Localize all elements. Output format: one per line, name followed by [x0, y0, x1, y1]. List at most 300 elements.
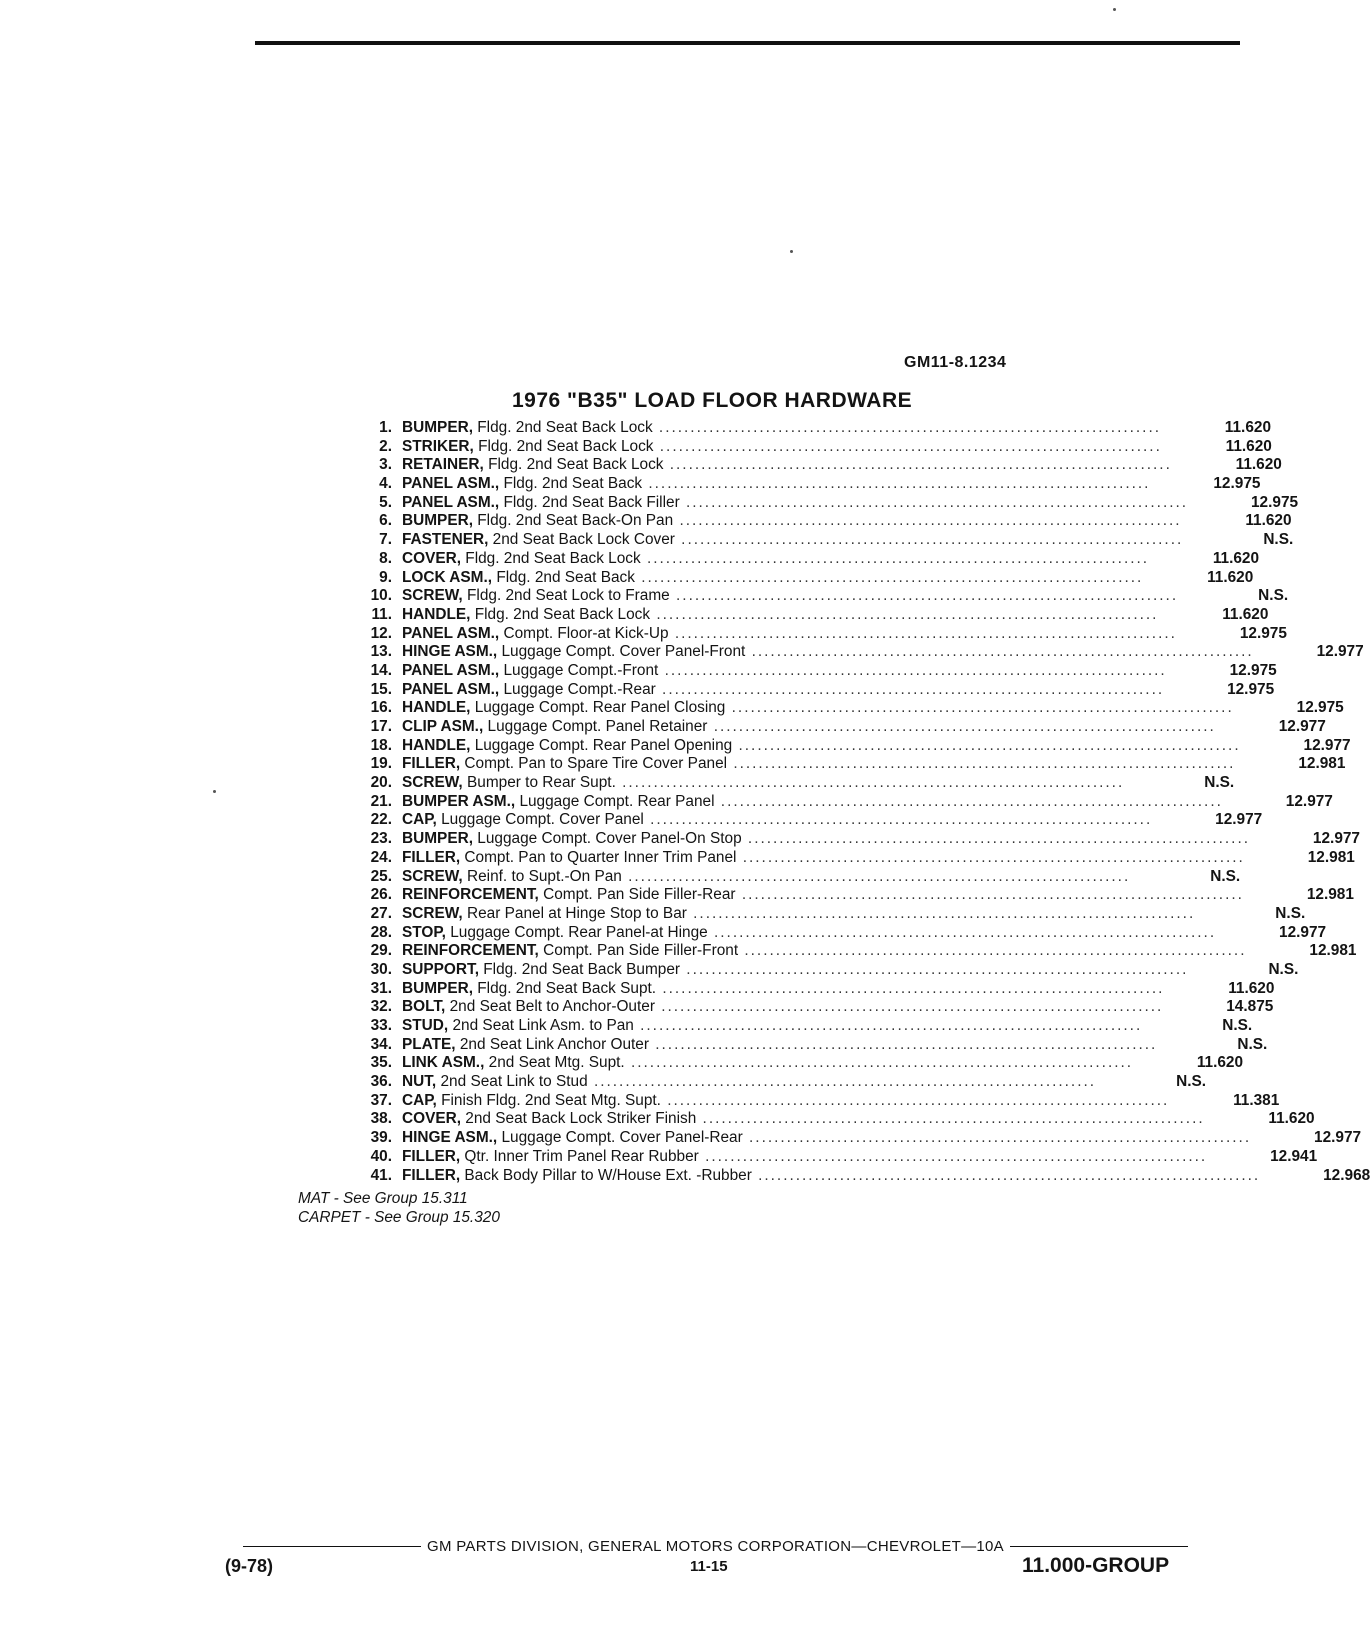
- list-item: [350, 549, 1260, 569]
- item-group-number: 14.875: [1226, 998, 1274, 1016]
- item-part-name: PANEL ASM.,: [402, 624, 500, 642]
- item-group-number: 12.968: [1323, 1166, 1370, 1184]
- list-item: [350, 886, 1354, 905]
- item-group-number: 12.975: [1296, 699, 1344, 717]
- item-number: 35.: [370, 1054, 392, 1072]
- item-group-number: 12.975: [1227, 680, 1275, 698]
- item-part-detail: Fldg. 2nd Seat Back Lock: [474, 605, 651, 623]
- leader-dots: ................................................................................: [742, 1129, 1252, 1147]
- list-item: [350, 1017, 1253, 1036]
- item-description: [392, 811, 1152, 830]
- item-description: [392, 681, 1164, 700]
- item-group-number: 12.981: [1306, 886, 1354, 904]
- item-group-number: 11.620: [1224, 419, 1272, 436]
- item-part-detail: Bumper to Rear Supt.: [467, 774, 616, 792]
- item-part-name: PANEL ASM.,: [402, 680, 500, 698]
- item-number: 21.: [370, 792, 392, 810]
- item-part-name: PANEL ASM.,: [402, 661, 500, 679]
- item-part-name: PLATE,: [402, 1035, 456, 1053]
- item-part-detail: Luggage Compt. Rear Panel Opening: [474, 736, 733, 754]
- item-group-number: 12.977: [1303, 736, 1351, 754]
- item-group-number: N.S.: [1263, 531, 1294, 549]
- list-item: [350, 587, 1289, 606]
- leader-dots: ................................................................................: [642, 475, 1151, 493]
- item-number: 23.: [370, 830, 392, 848]
- item-description: [392, 1129, 1251, 1148]
- item-part-detail: 2nd Seat Back Lock Striker Finish: [465, 1110, 697, 1128]
- item-part-name: STRIKER,: [402, 437, 474, 455]
- item-part-name: CAP,: [402, 811, 437, 829]
- item-description: [392, 699, 1234, 718]
- leader-dots: ................................................................................: [745, 643, 1254, 661]
- item-part-name: BUMPER ASM.,: [402, 792, 516, 810]
- leader-dots: ................................................................................: [633, 1017, 1143, 1034]
- list-item: [350, 512, 1292, 531]
- leader-dots: ................................................................................: [673, 512, 1182, 530]
- item-number: 26.: [370, 886, 392, 904]
- item-number: 32.: [370, 998, 392, 1016]
- item-part-name: SCREW,: [402, 904, 463, 922]
- leader-dots: ................................................................................: [615, 774, 1125, 792]
- item-part-name: SCREW,: [402, 774, 463, 792]
- item-part-name: HANDLE,: [402, 605, 471, 623]
- leader-dots: ................................................................................: [732, 736, 1241, 754]
- item-part-name: SCREW,: [402, 587, 463, 605]
- list-item: [350, 718, 1326, 737]
- item-part-name: FASTENER,: [402, 531, 489, 549]
- item-number: 24.: [370, 848, 392, 866]
- item-part-name: HANDLE,: [402, 699, 471, 717]
- item-description: [392, 531, 1183, 550]
- item-part-detail: Fldg. 2nd Seat Back: [503, 475, 643, 493]
- item-group-number: 11.620: [1268, 1110, 1315, 1128]
- item-group-number: 12.977: [1316, 643, 1364, 661]
- leader-dots: ................................................................................: [653, 437, 1162, 455]
- item-part-detail: Compt. Pan to Quarter Inner Trim Panel: [464, 848, 737, 866]
- item-description: [392, 1148, 1207, 1167]
- leader-dots: ................................................................................: [621, 867, 1131, 885]
- item-part-detail: Finish Fldg. 2nd Seat Mtg. Supt.: [441, 1091, 661, 1109]
- item-description: [392, 419, 1161, 438]
- list-item: [350, 1091, 1280, 1111]
- item-description: [392, 1073, 1096, 1092]
- item-number: 41.: [370, 1166, 392, 1184]
- leader-dots: ................................................................................: [643, 811, 1153, 829]
- item-part-name: REINFORCEMENT,: [402, 886, 539, 904]
- item-group-number: 11.620: [1235, 456, 1282, 474]
- notes: [298, 1189, 500, 1227]
- item-part-detail: 2nd Seat Mtg. Supt.: [488, 1054, 625, 1072]
- item-description: [392, 980, 1164, 999]
- item-number: 19.: [370, 755, 392, 773]
- leader-dots: ................................................................................: [663, 456, 1172, 474]
- leader-dots: ................................................................................: [725, 699, 1234, 717]
- item-group-number: 12.977: [1215, 811, 1263, 829]
- page-title: 1976 "B35" LOAD FLOOR HARDWARE: [512, 389, 913, 412]
- item-description: [392, 868, 1130, 887]
- item-number: 25.: [370, 867, 392, 885]
- item-description: [392, 1110, 1205, 1129]
- list-item: [350, 811, 1263, 830]
- leader-dots: ................................................................................: [587, 1073, 1097, 1091]
- list-item: [350, 736, 1351, 756]
- item-group-number: 12.977: [1285, 792, 1333, 810]
- item-description: [392, 438, 1162, 457]
- list-item: [350, 979, 1275, 999]
- item-group-number: 12.975: [1239, 624, 1287, 642]
- item-part-detail: Fldg. 2nd Seat Back: [496, 568, 635, 586]
- item-part-detail: 2nd Seat Link Anchor Outer: [459, 1035, 649, 1053]
- footer-rule-left: [243, 1546, 421, 1547]
- list-item: [350, 942, 1357, 961]
- item-number: 5.: [379, 493, 392, 511]
- leader-dots: ................................................................................: [696, 1110, 1205, 1128]
- item-part-name: NUT,: [402, 1073, 437, 1091]
- item-description: [392, 662, 1167, 681]
- item-number: 13.: [370, 643, 392, 661]
- item-part-detail: Compt. Pan Side Filler-Rear: [543, 886, 736, 904]
- item-group-number: 11.620: [1225, 437, 1272, 455]
- item-group-number: 11.620: [1207, 568, 1254, 586]
- item-group-number: 12.941: [1270, 1147, 1318, 1165]
- item-number: 36.: [370, 1073, 392, 1091]
- item-group-number: 11.620: [1245, 512, 1292, 530]
- item-description: [392, 587, 1178, 606]
- leader-dots: ................................................................................: [686, 904, 1196, 922]
- item-description: [392, 755, 1235, 774]
- item-number: 38.: [370, 1110, 392, 1128]
- item-part-detail: Luggage Compt.-Rear: [503, 680, 656, 698]
- item-number: 28.: [370, 923, 392, 941]
- item-group-number: 11.620: [1212, 549, 1260, 567]
- item-part-detail: Luggage Compt. Rear Panel: [519, 792, 715, 810]
- group-label: 11.000-GROUP: [1022, 1554, 1170, 1577]
- item-part-detail: Compt. Floor-at Kick-Up: [503, 624, 669, 642]
- item-number: 3.: [379, 456, 392, 474]
- note-mat: MAT - See Group 15.311: [298, 1190, 468, 1207]
- list-item: [350, 437, 1272, 457]
- item-part-detail: Back Body Pillar to W/House Ext. -Rubber: [464, 1166, 752, 1184]
- list-item: [350, 680, 1275, 700]
- item-part-name: FILLER,: [402, 1147, 461, 1165]
- item-description: [392, 793, 1223, 812]
- item-number: 11.: [371, 605, 392, 623]
- item-part-name: COVER,: [402, 1110, 462, 1128]
- item-number: 15.: [370, 680, 392, 698]
- list-item: [350, 1166, 1370, 1186]
- item-description: [392, 905, 1195, 924]
- list-item: [350, 848, 1355, 868]
- item-part-detail: Reinf. to Supt.-On Pan: [467, 867, 622, 885]
- leader-dots: ................................................................................: [735, 886, 1244, 904]
- item-part-name: BUMPER,: [402, 979, 473, 997]
- item-description: [392, 550, 1149, 569]
- item-group-number: N.S.: [1176, 1073, 1207, 1091]
- list-item: [350, 493, 1299, 513]
- leader-dots: ................................................................................: [707, 718, 1216, 735]
- item-part-detail: Fldg. 2nd Seat Back Supt.: [477, 979, 657, 997]
- leader-dots: ................................................................................: [679, 493, 1189, 511]
- list-item: [350, 998, 1274, 1017]
- item-description: [392, 643, 1254, 662]
- item-number: 27.: [370, 904, 392, 922]
- item-part-detail: Fldg. 2nd Seat Back Filler: [503, 493, 680, 511]
- item-part-detail: Compt. Pan Side Filler-Front: [543, 942, 739, 960]
- scan-speck: [1113, 8, 1116, 11]
- item-part-name: HINGE ASM.,: [402, 1129, 498, 1147]
- item-part-detail: Luggage Compt. Cover Panel-Front: [501, 643, 746, 661]
- top-rule: [255, 41, 1240, 45]
- item-group-number: 12.977: [1279, 923, 1327, 941]
- list-item: [350, 643, 1364, 662]
- list-item: [350, 755, 1346, 774]
- revision-date: (9-78): [225, 1556, 274, 1576]
- item-description: [392, 886, 1244, 905]
- leader-dots: ................................................................................: [652, 419, 1162, 436]
- item-part-detail: Qtr. Inner Trim Panel Rear Rubber: [464, 1147, 699, 1165]
- scan-speck: [213, 790, 216, 793]
- item-part-detail: Luggage Compt. Cover Panel-On Stop: [477, 830, 742, 848]
- leader-dots: ................................................................................: [727, 755, 1236, 773]
- leader-dots: ................................................................................: [650, 605, 1159, 623]
- item-description: [392, 849, 1245, 868]
- item-number: 14.: [370, 661, 392, 679]
- list-item: [350, 867, 1241, 887]
- leader-dots: ................................................................................: [751, 1166, 1261, 1184]
- item-number: 16.: [370, 699, 392, 717]
- item-group-number: 11.620: [1196, 1054, 1244, 1072]
- leader-dots: ................................................................................: [707, 923, 1217, 941]
- leader-dots: ................................................................................: [648, 1035, 1158, 1053]
- item-part-detail: Compt. Pan to Spare Tire Cover Panel: [464, 755, 728, 773]
- item-number: 6.: [379, 512, 392, 530]
- item-part-detail: Fldg. 2nd Seat Lock to Frame: [467, 587, 670, 605]
- item-description: [392, 625, 1177, 644]
- leader-dots: ................................................................................: [736, 848, 1245, 866]
- leader-dots: ................................................................................: [698, 1147, 1208, 1165]
- item-group-number: 12.975: [1229, 661, 1277, 679]
- item-part-name: SCREW,: [402, 867, 463, 885]
- item-number: 33.: [370, 1017, 392, 1034]
- item-part-name: RETAINER,: [402, 456, 484, 474]
- list-item: [350, 419, 1272, 438]
- list-item: [350, 792, 1333, 812]
- item-part-detail: Fldg. 2nd Seat Back Lock: [478, 437, 654, 455]
- item-number: 12.: [370, 624, 392, 642]
- item-description: [392, 737, 1241, 756]
- item-group-number: N.S.: [1268, 960, 1299, 978]
- list-item: [350, 923, 1327, 943]
- item-description: [392, 1054, 1133, 1073]
- item-description: [392, 494, 1188, 513]
- item-number: 29.: [370, 942, 392, 960]
- list-item: [350, 830, 1360, 849]
- leader-dots: ................................................................................: [674, 531, 1184, 549]
- item-description: [392, 512, 1182, 531]
- list-item: [350, 904, 1306, 924]
- list-item: [350, 531, 1294, 550]
- item-part-name: BUMPER,: [402, 830, 473, 848]
- item-description: [392, 774, 1124, 793]
- item-group-number: 11.620: [1222, 605, 1269, 623]
- item-group-number: 12.981: [1298, 755, 1346, 773]
- leader-dots: ................................................................................: [658, 661, 1167, 679]
- scan-speck: [790, 250, 793, 253]
- item-part-detail: Fldg. 2nd Seat Back Lock: [488, 456, 664, 474]
- item-group-number: 12.977: [1278, 718, 1326, 735]
- list-item: [350, 1129, 1362, 1148]
- leader-dots: ................................................................................: [680, 960, 1189, 978]
- item-group-number: N.S.: [1222, 1017, 1253, 1034]
- item-part-detail: 2nd Seat Belt to Anchor-Outer: [449, 998, 655, 1016]
- item-number: 22.: [370, 811, 392, 829]
- item-number: 7.: [379, 531, 392, 549]
- item-number: 30.: [370, 960, 392, 978]
- item-part-name: CAP,: [402, 1091, 437, 1109]
- item-description: [392, 924, 1216, 943]
- leader-dots: ................................................................................: [741, 830, 1250, 848]
- leader-dots: ................................................................................: [668, 624, 1177, 642]
- item-part-name: HANDLE,: [402, 736, 471, 754]
- item-part-detail: Fldg. 2nd Seat Back Lock: [477, 419, 653, 436]
- item-description: [392, 718, 1216, 737]
- item-part-name: STUD,: [402, 1017, 449, 1034]
- page-number: 11-15: [690, 1558, 728, 1575]
- item-part-name: HINGE ASM.,: [402, 643, 498, 661]
- item-description: [392, 456, 1172, 475]
- item-description: [392, 475, 1150, 494]
- item-group-number: N.S.: [1204, 774, 1235, 792]
- item-group-number: N.S.: [1237, 1035, 1268, 1053]
- item-part-detail: Luggage Compt. Rear Panel-at Hinge: [450, 923, 708, 941]
- item-part-name: FILLER,: [402, 755, 461, 773]
- item-description: [392, 998, 1163, 1017]
- item-part-name: REINFORCEMENT,: [402, 942, 539, 960]
- item-part-detail: Fldg. 2nd Seat Back-On Pan: [477, 512, 674, 530]
- item-part-name: COVER,: [402, 549, 462, 567]
- footer-rule-right: [1010, 1546, 1188, 1547]
- item-part-detail: Fldg. 2nd Seat Back Lock: [465, 549, 641, 567]
- list-item: [350, 456, 1282, 475]
- note-carpet: CARPET - See Group 15.320: [298, 1209, 500, 1226]
- item-part-detail: Luggage Compt. Cover Panel: [441, 811, 644, 829]
- item-part-detail: 2nd Seat Link Asm. to Pan: [452, 1017, 634, 1034]
- item-group-number: 12.977: [1312, 830, 1360, 848]
- item-number: 40.: [370, 1147, 392, 1165]
- list-item: [350, 1110, 1315, 1129]
- leader-dots: ................................................................................: [669, 587, 1179, 605]
- item-description: [392, 1017, 1142, 1036]
- item-number: 10.: [370, 587, 392, 605]
- item-number: 20.: [370, 774, 392, 792]
- item-description: [392, 961, 1188, 980]
- item-number: 17.: [370, 718, 392, 735]
- leader-dots: ................................................................................: [656, 979, 1165, 997]
- footer-line: [243, 1536, 1188, 1556]
- item-part-detail: Luggage Compt. Panel Retainer: [487, 718, 708, 735]
- item-number: 37.: [370, 1091, 392, 1109]
- item-description: [392, 942, 1246, 961]
- document-code: GM11-8.1234: [904, 354, 1007, 371]
- item-part-name: BUMPER,: [402, 419, 473, 436]
- item-part-name: STOP,: [402, 923, 446, 941]
- leader-dots: ................................................................................: [634, 568, 1144, 586]
- item-part-name: PANEL ASM.,: [402, 475, 500, 493]
- item-group-number: 12.981: [1309, 942, 1357, 960]
- item-number: 39.: [370, 1129, 392, 1147]
- item-part-detail: 2nd Seat Back Lock Cover: [492, 531, 675, 549]
- item-number: 1.: [379, 419, 392, 436]
- leader-dots: ................................................................................: [640, 549, 1150, 567]
- item-group-number: 11.620: [1228, 979, 1275, 997]
- item-part-detail: Fldg. 2nd Seat Back Bumper: [483, 960, 681, 978]
- leader-dots: ................................................................................: [655, 680, 1165, 698]
- item-part-name: CLIP ASM.,: [402, 718, 484, 735]
- list-item: [350, 774, 1235, 793]
- item-description: [392, 1092, 1169, 1111]
- list-item: [350, 475, 1261, 494]
- item-number: 34.: [370, 1035, 392, 1053]
- leader-dots: ................................................................................: [714, 792, 1223, 810]
- item-group-number: 11.381: [1233, 1091, 1280, 1109]
- item-part-name: SUPPORT,: [402, 960, 479, 978]
- item-part-name: LINK ASM.,: [402, 1054, 485, 1072]
- list-item: [350, 624, 1287, 644]
- item-number: 31.: [370, 979, 392, 997]
- item-group-number: 12.977: [1314, 1129, 1362, 1147]
- item-group-number: N.S.: [1258, 587, 1289, 605]
- list-item: [350, 960, 1299, 980]
- leader-dots: ................................................................................: [624, 1054, 1134, 1072]
- list-item: [350, 1054, 1244, 1073]
- list-item: [350, 1073, 1207, 1092]
- item-description: [392, 1167, 1260, 1186]
- leader-dots: ................................................................................: [738, 942, 1247, 960]
- item-number: 4.: [379, 475, 392, 493]
- item-part-detail: Rear Panel at Hinge Stop to Bar: [467, 904, 687, 922]
- item-part-name: BOLT,: [402, 998, 446, 1016]
- list-item: [350, 661, 1277, 681]
- item-part-detail: Luggage Compt. Cover Panel-Rear: [501, 1129, 743, 1147]
- item-group-number: 12.975: [1213, 475, 1261, 493]
- list-item: [350, 605, 1269, 625]
- item-number: 9.: [379, 568, 392, 586]
- footer-publisher: GM PARTS DIVISION, GENERAL MOTORS CORPORATION—CHEVROLET—10A: [427, 1537, 1004, 1555]
- item-description: [392, 1036, 1157, 1055]
- item-description: [392, 606, 1158, 625]
- list-item: [350, 1147, 1318, 1167]
- leader-dots: ................................................................................: [654, 998, 1164, 1016]
- list-item: [350, 1035, 1268, 1055]
- item-part-name: FILLER,: [402, 1166, 461, 1184]
- list-item: [350, 699, 1344, 718]
- leader-dots: ................................................................................: [660, 1091, 1170, 1109]
- item-part-name: BUMPER,: [402, 512, 473, 530]
- item-description: [392, 569, 1143, 588]
- item-group-number: N.S.: [1275, 904, 1306, 922]
- parts-list: [350, 419, 1370, 1185]
- item-number: 2.: [379, 437, 392, 455]
- item-part-name: FILLER,: [402, 848, 461, 866]
- item-part-name: PANEL ASM.,: [402, 493, 500, 511]
- item-part-detail: Luggage Compt. Rear Panel Closing: [474, 699, 726, 717]
- item-number: 18.: [370, 736, 392, 754]
- item-part-detail: Luggage Compt.-Front: [503, 661, 659, 679]
- item-group-number: 12.975: [1250, 493, 1299, 511]
- item-group-number: 12.981: [1307, 848, 1355, 866]
- item-group-number: N.S.: [1210, 867, 1241, 885]
- item-part-detail: 2nd Seat Link to Stud: [440, 1073, 588, 1091]
